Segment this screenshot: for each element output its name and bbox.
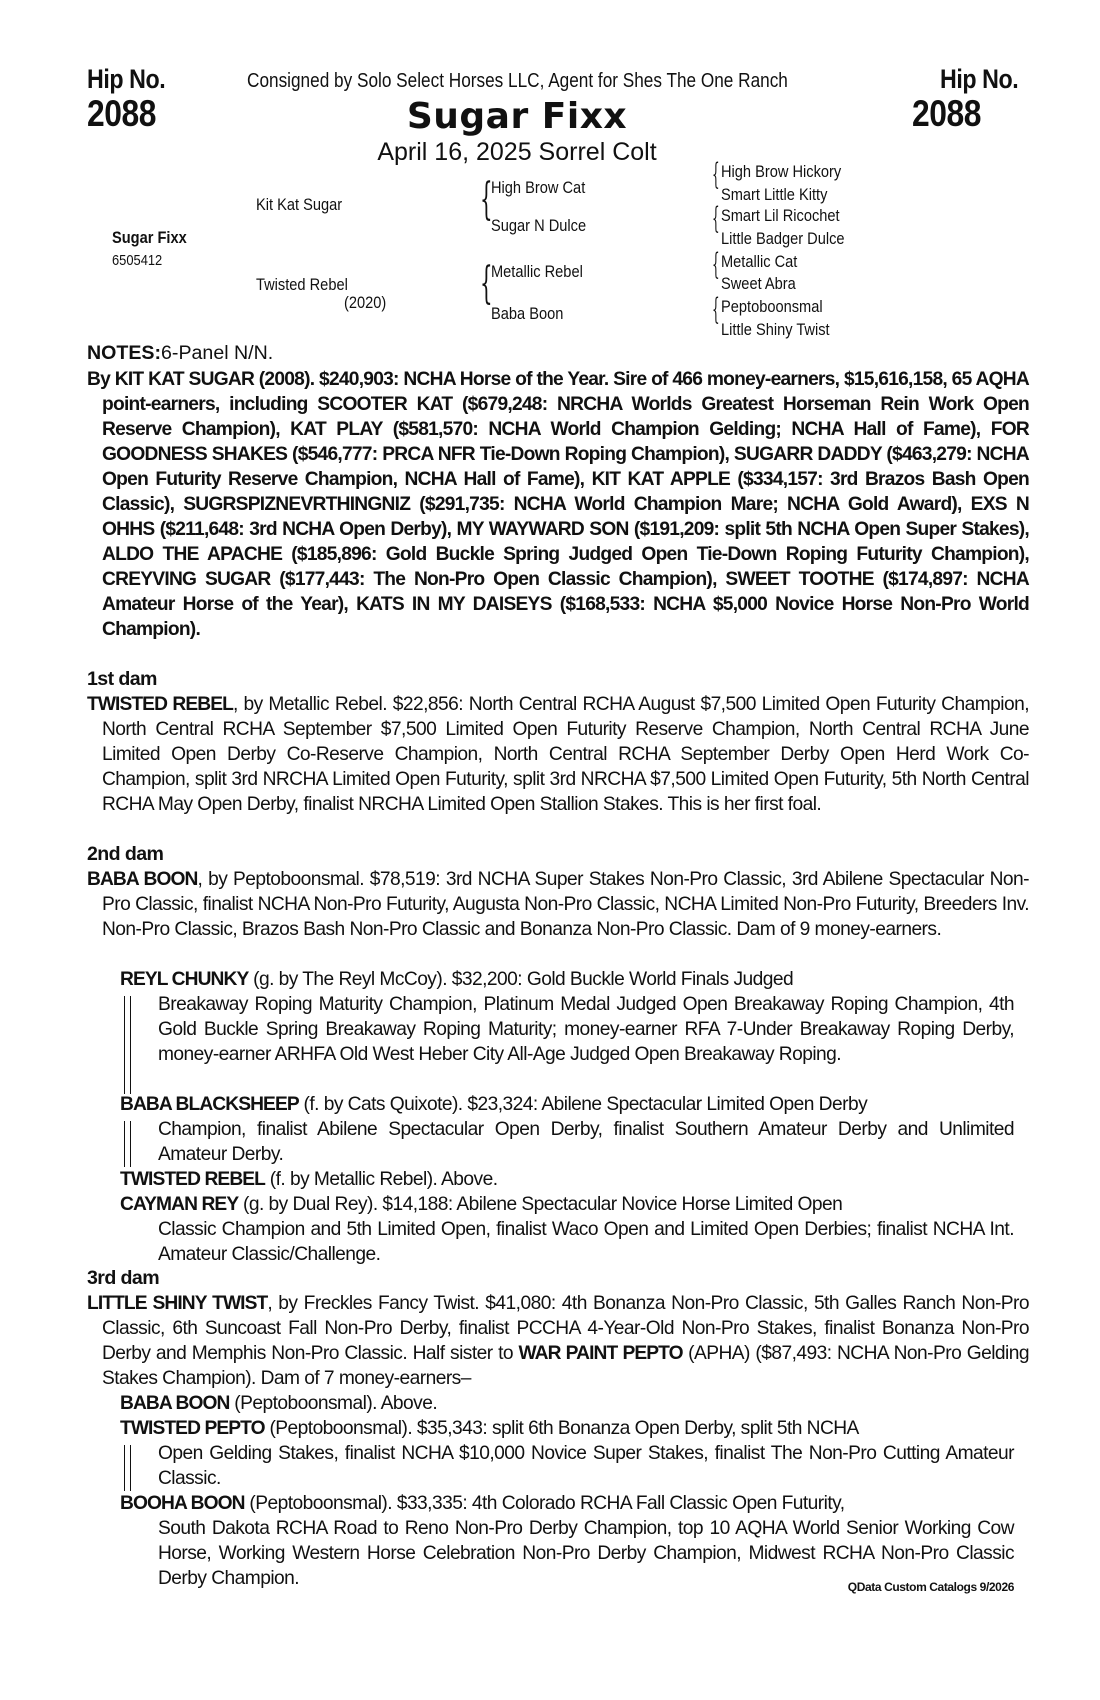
- produce-name: BABA BOON: [120, 1393, 230, 1414]
- produce-text-continued: Open Gelding Stakes, finalist NCHA $10,000 Novice Super Stakes, finalist The Non-Pro Cutting Amateur Classic.: [158, 1443, 1014, 1489]
- produce-entry: [120, 1416, 1014, 1491]
- produce-text: (f. by Cats Quixote). $23,324: Abilene Spectacular Limited Open Derby: [298, 1094, 868, 1115]
- produce-name: TWISTED REBEL: [120, 1169, 265, 1190]
- dam-sire-name: Metallic Rebel: [491, 262, 583, 281]
- hip-number-right: 2088: [912, 93, 982, 134]
- dam-brace: {: [480, 258, 493, 309]
- sire-summary-lead: By KIT KAT SUGAR (2008).: [87, 369, 315, 390]
- produce-text: (Peptoboonsmal). Above.: [229, 1393, 438, 1414]
- third-dam-text: , by Freckles Fancy Twist. $41,080: 4th Bonanza Non-Pro Classic, 5th Galles Ranch Non-Pro Classic, 6th Suncoast Fall Non-Pro Derby, finalist PCCHA 4-Year-Old Non-Pro Stakes, finalist Bonanza Non-Pro Derby and Memphis Non-Pro Classic. Half sister to: [102, 1293, 1029, 1364]
- sire-summary-text: $240,903: NCHA Horse of the Year. Sire of 466 money-earners, $15,616,158, 65 AQHA point-earners, including SCOOTER KAT ($679,248: NRCHA Worlds Greatest Horseman Rein Work Open Reserve Champion), KAT PLAY ($581,570: NCHA World Champion Gelding; NCHA Hall of Fame), FOR GOODNESS SHAKES ($546,777: PRCA NFR Tie-Down Roping Champion), SUGARR DADDY ($463,279: NCHA Open Futurity Reserve Champion, NCHA Hall of Fame), KIT KAT APPLE ($334,157: 3rd Brazos Bash Open Classic), SUGRSPIZNEVRTHINGNIZ ($291,735: NCHA World Champion Mare; NCHA Gold Award), EXS N OHHS ($211,648: 3rd NCHA Open Derby), MY WAYWARD SON ($191,209: split 5th NCHA Open Super Stakes), ALDO THE APACHE ($185,896: Gold Buckle Spring Judged Open Tie-Down Roping Futurity Champion), CREYVING SUGAR ($177,443: The Non-Pro Open Classic Champion), SWEET TOOTHE ($174,897: NCHA Amateur Horse of the Year), KATS IN MY DAISEYS ($168,533: NCHA $5,000 Novice Horse Non-Pro World Champion).: [102, 369, 1029, 640]
- sire-name: Kit Kat Sugar: [256, 195, 343, 214]
- notes-label: NOTES:: [87, 342, 162, 364]
- produce-entry: [120, 1167, 1014, 1192]
- brace-g4: {: [712, 292, 720, 327]
- half-sibling-name: WAR PAINT PEPTO: [518, 1343, 683, 1364]
- produce-indicator-bars: [124, 1445, 131, 1491]
- hip-label-right: Hip No.: [940, 64, 1019, 94]
- produce-name: BOOHA BOON: [120, 1493, 245, 1514]
- third-dam-heading: 3rd dam: [87, 1267, 160, 1289]
- second-dam-text: , by Peptoboonsmal. $78,519: 3rd NCHA Super Stakes Non-Pro Classic, 3rd Abilene Spectacular Non-Pro Classic, finalist NCHA Non-Pro Futurity, Augusta Non-Pro Classic, NCHA Limited Non-Pro Futurity, Breeders Inv. Non-Pro Classic, Brazos Bash Non-Pro Classic and Bonanza Non-Pro Classic. Dam of 9 money-earners.: [102, 869, 1029, 940]
- produce-text-continued: Classic Champion and 5th Limited Open, finalist Waco Open and Limited Open Derbies; finalist NCHA Int. Amateur Classic/Challenge.: [158, 1219, 1014, 1265]
- produce-entry: [120, 1192, 1014, 1267]
- first-dam-heading: 1st dam: [87, 668, 157, 690]
- first-dam-text: , by Metallic Rebel. $22,856: North Central RCHA August $7,500 Limited Open Futurity Champion, North Central RCHA September $7,500 Limited Open Futurity Reserve Champion, North Central RCHA June Limited Open Derby Co-Reserve Champion, North Central RCHA September Derby Open Herd Work Co-Champion, split 3rd NRCHA Limited Open Futurity, split 3rd NRCHA $7,500 Limited Open Futurity, 5th North Central RCHA May Open Derby, finalist NRCHA Limited Open Stallion Stakes. This is her first foal.: [102, 694, 1029, 815]
- brace-g1: {: [712, 157, 720, 192]
- pedigree-g7: Peptoboonsmal: [721, 297, 823, 316]
- sire-sire-name: High Brow Cat: [491, 178, 586, 197]
- pedigree-g2: Smart Little Kitty: [721, 185, 828, 204]
- produce-entry: [120, 1491, 1014, 1591]
- produce-text: (g. by Dual Rey). $14,188: Abilene Spectacular Novice Horse Limited Open: [238, 1194, 843, 1215]
- horse-name-title: Sugar Fixx: [406, 96, 628, 137]
- foaling-date-sex: April 16, 2025 Sorrel Colt: [377, 138, 657, 166]
- pedigree-g3: Smart Lil Ricochet: [721, 206, 840, 225]
- produce-text-continued: Breakaway Roping Maturity Champion, Platinum Medal Judged Open Breakaway Roping Champion, 4th Gold Buckle Spring Breakaway Roping Maturity; money-earner RFA 7-Under Breakaway Roping Derby, money-earner ARHFA Old West Heber City All-Age Judged Open Breakaway Roping.: [158, 994, 1014, 1065]
- third-dam-paragraph: [87, 1291, 1029, 1391]
- hip-label-left: Hip No.: [87, 64, 166, 94]
- pedigree-g8: Little Shiny Twist: [721, 320, 830, 339]
- produce-indicator-bars: [124, 1121, 131, 1167]
- notes-line: [87, 342, 273, 365]
- sire-dam-name: Sugar N Dulce: [491, 216, 587, 235]
- half-sibling-text: (APHA) ($87,493: NCHA Non-Pro Gelding Stakes Champion). Dam of 7 money-earners–: [102, 1343, 1029, 1389]
- produce-indicator-bars: [124, 996, 131, 1094]
- dam-name: Twisted Rebel: [256, 275, 348, 294]
- catalog-footer: QData Custom Catalogs 9/2026: [847, 1580, 1014, 1594]
- produce-text: (Peptoboonsmal). $35,343: split 6th Bonanza Open Derby, split 5th NCHA: [264, 1418, 859, 1439]
- produce-text: (g. by The Reyl McCoy). $32,200: Gold Buckle World Finals Judged: [248, 969, 794, 990]
- produce-entry: [120, 967, 1014, 1067]
- produce-name: REYL CHUNKY: [120, 969, 249, 990]
- second-dam-heading: 2nd dam: [87, 843, 164, 865]
- hip-number-left: 2088: [87, 93, 157, 134]
- sire-summary: [87, 367, 1029, 642]
- produce-text: (Peptoboonsmal). $33,335: 4th Colorado RCHA Fall Classic Open Futurity,: [244, 1493, 845, 1514]
- pedigree-g6: Sweet Abra: [721, 274, 796, 293]
- brace-g3: {: [712, 247, 720, 282]
- produce-entry: [120, 1391, 1014, 1416]
- produce-text-continued: South Dakota RCHA Road to Reno Non-Pro Derby Champion, top 10 AQHA World Senior Working Cow Horse, Working Western Horse Celebration Non-Pro Derby Champion, Midwest RCHA Non-Pro Classic Derby Champion.: [158, 1518, 1014, 1589]
- pedigree-g5: Metallic Cat: [721, 252, 798, 271]
- second-dam-name: BABA BOON: [87, 869, 198, 890]
- second-dam-paragraph: [87, 867, 1029, 942]
- pedigree-g4: Little Badger Dulce: [721, 229, 845, 248]
- produce-name: BABA BLACKSHEEP: [120, 1094, 299, 1115]
- first-dam-name: TWISTED REBEL: [87, 694, 233, 715]
- consignor-line: Consigned by Solo Select Horses LLC, Agent for Shes The One Ranch: [246, 70, 788, 92]
- sire-brace: {: [480, 174, 493, 225]
- produce-entry: [120, 1092, 1014, 1167]
- brace-g2: {: [712, 201, 720, 236]
- dam-foaling-year: (2020): [344, 293, 387, 312]
- pedigree-g1: High Brow Hickory: [721, 162, 842, 181]
- notes-text: 6-Panel N/N.: [161, 342, 274, 364]
- produce-name: CAYMAN REY: [120, 1194, 239, 1215]
- third-dam-name: LITTLE SHINY TWIST: [87, 1293, 268, 1314]
- produce-text-continued: Champion, finalist Abilene Spectacular Open Derby, finalist Southern Amateur Derby and Unlimited Amateur Derby.: [158, 1119, 1014, 1165]
- first-dam-paragraph: [87, 692, 1029, 817]
- produce-text: (f. by Metallic Rebel). Above.: [265, 1169, 498, 1190]
- produce-name: TWISTED PEPTO: [120, 1418, 265, 1439]
- registration-number: 6505412: [112, 252, 163, 269]
- dam-dam-name: Baba Boon: [491, 304, 564, 323]
- pedigree-horse-name: Sugar Fixx: [112, 228, 187, 247]
